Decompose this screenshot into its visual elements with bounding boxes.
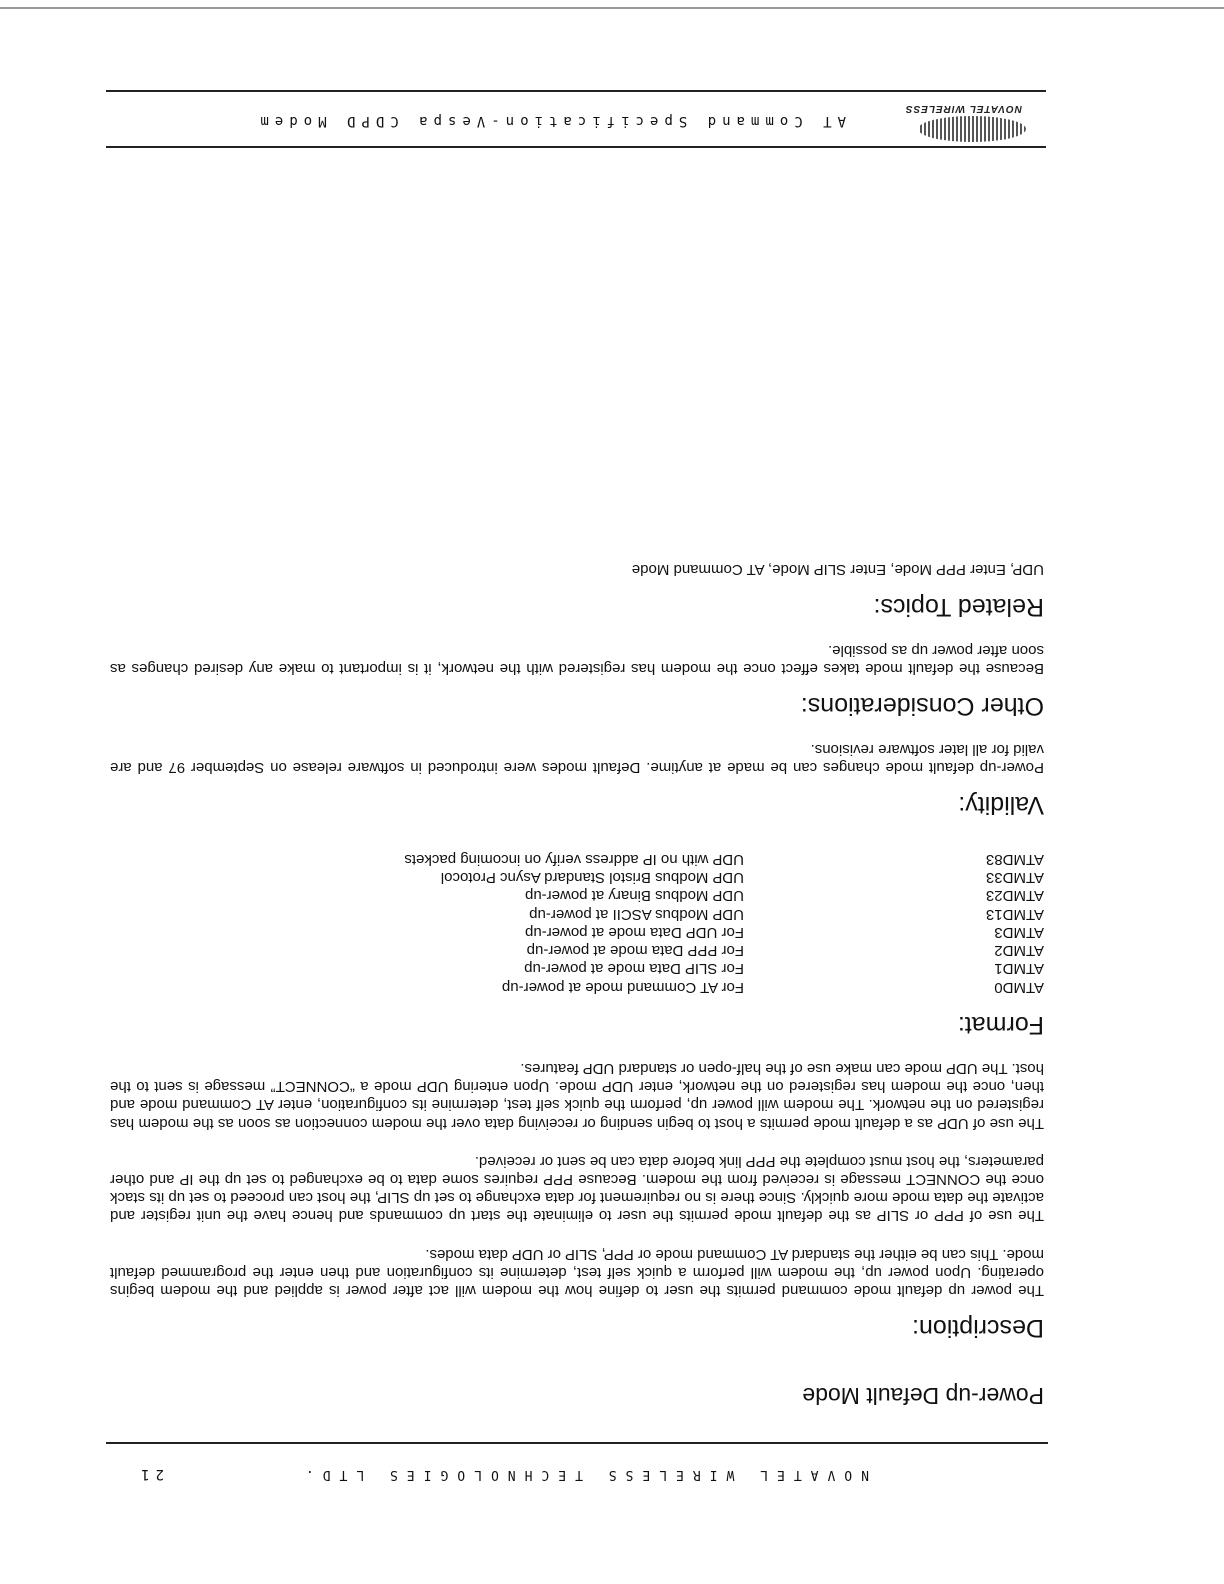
page-number: 21 [135, 1466, 164, 1482]
footer-divider [106, 1442, 1048, 1444]
table-row [110, 959, 1044, 977]
format-command: ATMD13 [985, 905, 1044, 923]
format-command: ATMD3 [994, 923, 1044, 941]
paragraph: The power up default mode command permits the user to define how the modem will act after power is applied and the modem begins operating. Upon power up, the modem will perform a quick self test, determine its configuration and then enter the programmed default mode. This can be either the standard AT Command mode or PPP, SLIP or UDP data modes. [110, 1245, 1044, 1299]
section-heading: Related Topics: [873, 592, 1044, 621]
footer-company: NOVATEL WIRELESS TECHNOLOGIES LTD. [296, 1467, 869, 1482]
paragraph: Power-up default mode changes can be made at anytime. Default modes were introduced in software release on September 97 and are valid for all later software revisions. [110, 741, 1044, 777]
section-validity [110, 740, 1044, 819]
format-table [110, 849, 1044, 995]
paragraph: The use of PPP or SLIP as the default mode permits the user to eliminate the start up commands and hence have the unit register and activate the data mode more quickly. Since there is no requirement for data exchange to set up SLIP, the host can proceed to set up its stack once the CONNECT message is received from the modem. Because PPP requires some data to be exchanged to set up the IP and other parameters, the host must complete the PPP link before data can be sent or received. [110, 1152, 1044, 1225]
section-heading: Validity: [958, 791, 1044, 820]
section-heading: Other Considerations: [800, 691, 1044, 720]
page-content [110, 539, 1044, 1409]
table-row [110, 977, 1044, 995]
section-heading: Description: [912, 1314, 1044, 1342]
format-command: ATMD1 [994, 960, 1044, 978]
paragraph: Because the default mode takes effect once the modem has registered with the network, it is important to make any desired changes as soon after power up as possible. [110, 641, 1044, 677]
table-row [110, 849, 1044, 867]
paragraph: UDP, Enter PPP Mode, Enter SLIP Mode, AT Command Mode [631, 560, 1044, 578]
company-logo [904, 98, 1026, 142]
format-description: For AT Command mode at power-up [501, 978, 744, 996]
logo-swoosh-icon [918, 116, 1026, 142]
command-title: Power-up Default Mode [802, 1383, 1044, 1409]
format-description: For SLIP Data mode at power-up [524, 960, 744, 978]
format-command: ATMD0 [994, 978, 1044, 996]
format-description: UDP Modbus ASCII at power-up [529, 905, 744, 923]
page-header [106, 90, 1046, 148]
header-title: AT Command Specification-Vespa CDPD Modem [254, 113, 846, 129]
section-format [110, 849, 1044, 1038]
section-heading: Format: [957, 1010, 1044, 1039]
logo-text: NOVATEL WIRELESS [904, 103, 1022, 114]
section-description [110, 1059, 1044, 1342]
format-description: For PPP Data mode at power-up [526, 942, 744, 960]
table-row [110, 923, 1044, 941]
format-command: ATMD23 [985, 887, 1044, 905]
format-description: UDP with no IP address verify on incoming packets [404, 850, 744, 868]
paragraph: The use of UDP as a default mode permits a host to begin sending or receiving data over the modem connection as soon as the modem has registered on the network. The modem will power up, perform the quick self test, determine its configuration, enter AT Command mode and then, once the modem has registered on the network, enter UDP mode. Upon entering UDP mode a “CONNECT” message is sent to the host. The UDP mode can make use of the half-open or standard UDP features. [110, 1059, 1044, 1132]
table-row [110, 886, 1044, 904]
format-command: ATMD33 [985, 868, 1044, 886]
table-row [110, 904, 1044, 922]
format-command: ATMD83 [985, 850, 1044, 868]
section-related-topics [110, 559, 1044, 620]
format-description: UDP Modbus Binary at power-up [525, 887, 744, 905]
format-description: For UDP Data mode at power-up [525, 923, 744, 941]
table-row [110, 941, 1044, 959]
table-row [110, 868, 1044, 886]
section-other-considerations [110, 641, 1044, 720]
format-description: UDP Modbus Bristol Standard Async Protocol [440, 868, 744, 886]
format-command: ATMD2 [994, 942, 1044, 960]
